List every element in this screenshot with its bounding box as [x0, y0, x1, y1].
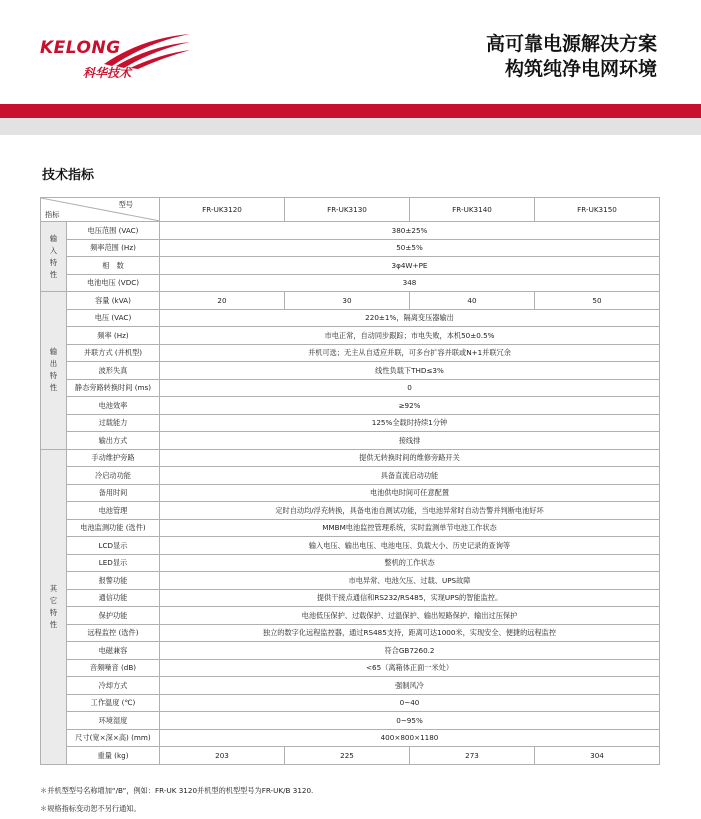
- table-row: [41, 642, 660, 660]
- table-row: [41, 484, 660, 502]
- table-row: [41, 677, 660, 695]
- row-value: <65（离箱体正面一米处）: [160, 659, 660, 677]
- row-label: 报警功能: [67, 572, 160, 590]
- row-value: 输入电压、输出电压、电池电压、负载大小、历史记录的查询等: [160, 537, 660, 555]
- row-label: 输出方式: [67, 432, 160, 450]
- table-row: [41, 414, 660, 432]
- model-header: FR-UK3140: [410, 198, 535, 222]
- table-row: [41, 572, 660, 590]
- row-label: 电池效率: [67, 397, 160, 415]
- row-label: 重量 (kg): [67, 747, 160, 765]
- row-label: 工作温度 (℃): [67, 694, 160, 712]
- category-cell-other: 其 它 特 性: [41, 449, 67, 764]
- row-value: 0~95%: [160, 712, 660, 730]
- row-value: 20: [160, 292, 285, 310]
- table-row: [41, 379, 660, 397]
- row-label: 远程监控 (选件): [67, 624, 160, 642]
- row-label: 并联方式 (并机型): [67, 344, 160, 362]
- row-value: 50±5%: [160, 239, 660, 257]
- row-value: 电池低压保护、过载保护、过温保护、输出短路保护、输出过压保护: [160, 607, 660, 625]
- row-value: MMBM电池监控管理系统，实时监测单节电池工作状态: [160, 519, 660, 537]
- row-value: 提供干接点通信和RS232/RS485，实现UPS的智能监控。: [160, 589, 660, 607]
- row-label: 频率 (Hz): [67, 327, 160, 345]
- model-header: FR-UK3130: [285, 198, 410, 222]
- table-row: [41, 659, 660, 677]
- row-label: 电压 (VAC): [67, 309, 160, 327]
- row-label: 冷却方式: [67, 677, 160, 695]
- row-label: 容量 (kVA): [67, 292, 160, 310]
- category-cell-output: 输 出 特 性: [41, 292, 67, 450]
- table-row: [41, 747, 660, 765]
- footnote: ＊规格指标变动恕不另行通知。: [40, 804, 141, 813]
- brand-logo: [40, 26, 190, 86]
- table-header-row: [41, 198, 660, 222]
- row-value: 30: [285, 292, 410, 310]
- brand-name: KELONG: [40, 38, 121, 58]
- slogan-line-2: 构筑纯净电网环境: [504, 58, 657, 80]
- section-title: 技术指标: [42, 168, 95, 183]
- row-value: 348: [160, 274, 660, 292]
- row-label: 电池监测功能 (选件): [67, 519, 160, 537]
- row-label: 环境湿度: [67, 712, 160, 730]
- row-value: 380±25%: [160, 222, 660, 240]
- row-value: 400×800×1180: [160, 729, 660, 747]
- table-row: [41, 712, 660, 730]
- corner-model-label: 型号: [118, 200, 133, 209]
- row-label: 相 数: [67, 257, 160, 275]
- table-row: [41, 624, 660, 642]
- row-value: 符合GB7260.2: [160, 642, 660, 660]
- table-corner: [41, 198, 160, 222]
- table-row: [41, 397, 660, 415]
- table-row: [41, 222, 660, 240]
- table-row: [41, 292, 660, 310]
- table-row: [41, 729, 660, 747]
- row-value: 0: [160, 379, 660, 397]
- row-value: 电池供电时间可任意配置: [160, 484, 660, 502]
- table-row: [41, 257, 660, 275]
- table-row: [41, 694, 660, 712]
- row-value: 40: [410, 292, 535, 310]
- table-row: [41, 607, 660, 625]
- table-row: [41, 537, 660, 555]
- row-label: 尺寸(宽×深×高) (mm): [67, 729, 160, 747]
- category-cell-input: 输 入 特 性: [41, 222, 67, 292]
- slogan: [486, 32, 657, 82]
- model-header: FR-UK3150: [535, 198, 660, 222]
- slogan-line-1: 高可靠电源解决方案: [485, 33, 657, 55]
- row-label: 备用时间: [67, 484, 160, 502]
- row-label: 波形失真: [67, 362, 160, 380]
- row-value: 220±1%，隔离变压器输出: [160, 309, 660, 327]
- row-value: 304: [535, 747, 660, 765]
- table-row: [41, 589, 660, 607]
- table-row: [41, 309, 660, 327]
- row-label: LED显示: [67, 554, 160, 572]
- row-label: 手动维护旁路: [67, 449, 160, 467]
- table-row: [41, 467, 660, 485]
- row-value: 独立的数字化远程监控器，通过RS485支持，距离可达1000米，实现安全、便捷的远程监控: [160, 624, 660, 642]
- row-value: 市电正常，自动同步跟踪；市电失败，本机50±0.5%: [160, 327, 660, 345]
- row-value: 3φ4W+PE: [160, 257, 660, 275]
- row-value: ≥92%: [160, 397, 660, 415]
- row-value: 50: [535, 292, 660, 310]
- table-row: [41, 327, 660, 345]
- row-value: 接线排: [160, 432, 660, 450]
- row-value: 273: [410, 747, 535, 765]
- row-label: 电池管理: [67, 502, 160, 520]
- row-value: 线性负载下THD≤3%: [160, 362, 660, 380]
- header-band-grey: [0, 118, 701, 135]
- table-row: [41, 519, 660, 537]
- footnote: ＊并机型型号名称增加“/B”，例如：FR-UK 3120并机型的机型型号为FR-UK/B 3120.: [40, 786, 314, 795]
- row-value: 225: [285, 747, 410, 765]
- footnotes: [40, 782, 313, 818]
- row-value: 提供无转换时间的维修旁路开关: [160, 449, 660, 467]
- row-value: 市电异常、电池欠压、过载、UPS故障: [160, 572, 660, 590]
- table-row: [41, 344, 660, 362]
- row-label: 电磁兼容: [67, 642, 160, 660]
- row-value: 具备直流启动功能: [160, 467, 660, 485]
- table-row: [41, 432, 660, 450]
- table-row: [41, 239, 660, 257]
- row-label: 冷启动功能: [67, 467, 160, 485]
- brand-sub: 科华技术: [83, 66, 132, 80]
- row-label: 过载能力: [67, 414, 160, 432]
- table-row: [41, 502, 660, 520]
- model-header: FR-UK3120: [160, 198, 285, 222]
- row-label: 静态旁路转换时间 (ms): [67, 379, 160, 397]
- row-label: 电池电压 (VDC): [67, 274, 160, 292]
- header-band-red: [0, 104, 701, 118]
- spec-table: [40, 197, 660, 765]
- table-row: [41, 362, 660, 380]
- row-label: LCD显示: [67, 537, 160, 555]
- row-label: 电压范围 (VAC): [67, 222, 160, 240]
- table-row: [41, 449, 660, 467]
- row-value: 0~40: [160, 694, 660, 712]
- row-label: 保护功能: [67, 607, 160, 625]
- corner-index-label: 指标: [45, 210, 60, 219]
- row-label: 音频噪音 (dB): [67, 659, 160, 677]
- row-value: 203: [160, 747, 285, 765]
- table-row: [41, 274, 660, 292]
- row-value: 125%全载时持续1分钟: [160, 414, 660, 432]
- row-label: 通信功能: [67, 589, 160, 607]
- row-value: 定时自动均/浮充转换，具备电池自测试功能，当电池异常时自动告警并判断电池好坏: [160, 502, 660, 520]
- table-row: [41, 554, 660, 572]
- row-value: 整机的工作状态: [160, 554, 660, 572]
- row-label: 频率范围 (Hz): [67, 239, 160, 257]
- row-value: 并机可选；无主从自适应并联，可多台扩容并联或N+1并联冗余: [160, 344, 660, 362]
- row-value: 强制风冷: [160, 677, 660, 695]
